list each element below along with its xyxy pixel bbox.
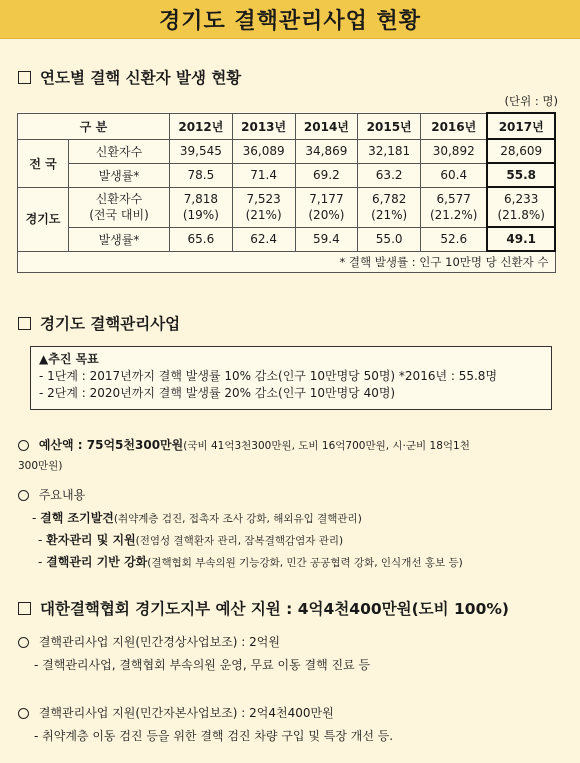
item-detail: (취약계층 검진, 접촉자 조사 강화, 해외유입 결핵관리) — [113, 513, 362, 525]
table-row — [18, 187, 556, 227]
support-item-2-detail: - 취약계층 이동 검진 등을 위한 결핵 검진 차량 구입 및 특장 개선 등. — [34, 729, 394, 743]
page-title: 경기도 결핵관리사업 현황 — [158, 8, 422, 34]
region-gyeonggi: 경기도 — [18, 187, 69, 251]
budget-label: 예산액 : 75억5천300만원 — [38, 438, 184, 452]
checkbox-square-icon — [18, 317, 31, 330]
budget-detail: (국비 41억3천300만원, 도비 16억700만원, 시·군비 18억1천 — [183, 440, 470, 452]
cell-ratio: (20%) — [308, 208, 345, 222]
support-item-1 — [18, 633, 280, 652]
stats-table — [17, 112, 556, 273]
table-cell: 52.6 — [421, 227, 488, 251]
cell-value: 7,177 — [309, 192, 344, 206]
main-item-2: - 환자관리 및 지원(전염성 결핵환자 관리, 잠복결핵감염자 관리) — [38, 533, 344, 547]
table-cell: 71.4 — [232, 163, 295, 187]
item-label: 결핵 조기발견 — [40, 511, 114, 525]
main-content-label: 주요내용 — [38, 488, 86, 502]
section1-heading-text: 연도별 결핵 신환자 발생 현황 — [40, 69, 242, 87]
table-cell: 34,869 — [295, 139, 358, 163]
table-cell — [295, 187, 358, 227]
header-cell: 2015년 — [358, 113, 421, 139]
header-cell: 2016년 — [421, 113, 488, 139]
cell-ratio: (21.8%) — [497, 208, 545, 222]
table-cell: 78.5 — [169, 163, 232, 187]
cell-value: 6,233 — [504, 192, 539, 206]
support-item-1-detail: - 결핵관리사업, 결핵협회 부속의원 운영, 무료 이동 결핵 진료 등 — [34, 658, 371, 672]
row-label-main: 신환자수 — [95, 192, 143, 206]
table-cell: 59.4 — [295, 227, 358, 251]
table-cell: 49.1 — [487, 227, 555, 251]
circle-bullet-icon — [18, 708, 29, 719]
table-note-row — [18, 251, 556, 273]
table-cell: 28,609 — [487, 139, 555, 163]
table-cell: 65.6 — [169, 227, 232, 251]
table-cell: 62.4 — [232, 227, 295, 251]
cell-ratio: (21%) — [371, 208, 408, 222]
title-bar — [0, 0, 580, 39]
section3-heading-text: 대한결핵협회 경기도지부 예산 지원 : 4억4천400만원(도비 100%) — [40, 600, 509, 618]
table-cell — [421, 187, 488, 227]
table-cell: 63.2 — [358, 163, 421, 187]
support-item-2 — [18, 704, 334, 723]
cell-ratio: (21%) — [245, 208, 282, 222]
cell-ratio: (21.2%) — [429, 208, 478, 222]
item-detail: (결핵협회 부속의원 기능강화, 민간 공공협력 강화, 인식개선 홍보 등) — [147, 557, 463, 569]
budget-paragraph — [18, 436, 558, 476]
table-header-row — [18, 113, 556, 139]
region-national: 전 국 — [18, 139, 69, 187]
table-cell: 55.8 — [487, 163, 555, 187]
table-cell — [169, 187, 232, 227]
item-label: 환자관리 및 지원 — [46, 533, 136, 547]
section2-heading-text: 경기도 결핵관리사업 — [40, 315, 181, 333]
row-label: 신환자수 — [69, 139, 170, 163]
table-cell: 60.4 — [421, 163, 488, 187]
main-content-heading — [18, 486, 85, 505]
table-cell: 39,545 — [169, 139, 232, 163]
table-cell — [487, 187, 555, 227]
header-cell-2017: 2017년 — [487, 113, 555, 139]
table-cell: 30,892 — [421, 139, 488, 163]
main-item-3: - 결핵관리 기반 강화(결핵협회 부속의원 기능강화, 민간 공공협력 강화, 인식개선 홍보 등) — [38, 555, 463, 569]
table-cell: 32,181 — [358, 139, 421, 163]
table-cell — [232, 187, 295, 227]
cell-value: 6,577 — [436, 192, 471, 206]
table-note: * 결핵 발생률 : 인구 10만명 당 신환자 수 — [18, 251, 556, 273]
table-cell — [358, 187, 421, 227]
circle-bullet-icon — [18, 637, 29, 648]
table-row — [18, 227, 556, 251]
row-label — [69, 187, 170, 227]
table-cell: 69.2 — [295, 163, 358, 187]
section3-heading — [18, 597, 509, 619]
header-cell: 2014년 — [295, 113, 358, 139]
header-cell: 구 분 — [18, 113, 170, 139]
row-label: 발생률* — [69, 163, 170, 187]
budget-detail-2: 300만원) — [18, 460, 63, 472]
goal-line-1: - 1단계 : 2017년까지 결핵 발생률 10% 감소(인구 10만명당 50명) *2016년 : 55.8명 — [39, 369, 498, 383]
cell-ratio: (19%) — [182, 208, 219, 222]
cell-value: 7,523 — [246, 192, 281, 206]
table-cell: 36,089 — [232, 139, 295, 163]
section1-heading — [18, 66, 241, 88]
support-item-2-label: 결핵관리사업 지원(민간자본사업보조) : 2억4천400만원 — [38, 706, 334, 720]
circle-bullet-icon — [18, 440, 29, 451]
cell-value: 7,818 — [183, 192, 219, 206]
support-item-1-label: 결핵관리사업 지원(민간경상사업보조) : 2억원 — [38, 635, 280, 649]
goal-box — [30, 346, 552, 410]
row-label-sub: (전국 대비) — [89, 208, 149, 222]
circle-bullet-icon — [18, 490, 29, 501]
row-label: 발생률* — [69, 227, 170, 251]
section2-heading — [18, 312, 180, 334]
table-cell: 55.0 — [358, 227, 421, 251]
cell-value: 6,782 — [371, 192, 407, 206]
table-row — [18, 163, 556, 187]
goal-title: ▲추진 목표 — [39, 352, 99, 366]
table-row — [18, 139, 556, 163]
header-cell: 2012년 — [169, 113, 232, 139]
item-label: 결핵관리 기반 강화 — [46, 555, 148, 569]
header-cell: 2013년 — [232, 113, 295, 139]
item-detail: (전염성 결핵환자 관리, 잠복결핵감염자 관리) — [135, 535, 344, 547]
checkbox-square-icon — [18, 71, 31, 84]
unit-label: (단위 : 명) — [504, 94, 558, 108]
checkbox-square-icon — [18, 602, 31, 615]
main-item-1: - 결핵 조기발견(취약계층 검진, 접촉자 조사 강화, 해외유입 결핵관리) — [32, 511, 362, 525]
goal-line-2: - 2단계 : 2020년까지 결핵 발생률 20% 감소(인구 10만명당 40명) — [39, 386, 396, 400]
